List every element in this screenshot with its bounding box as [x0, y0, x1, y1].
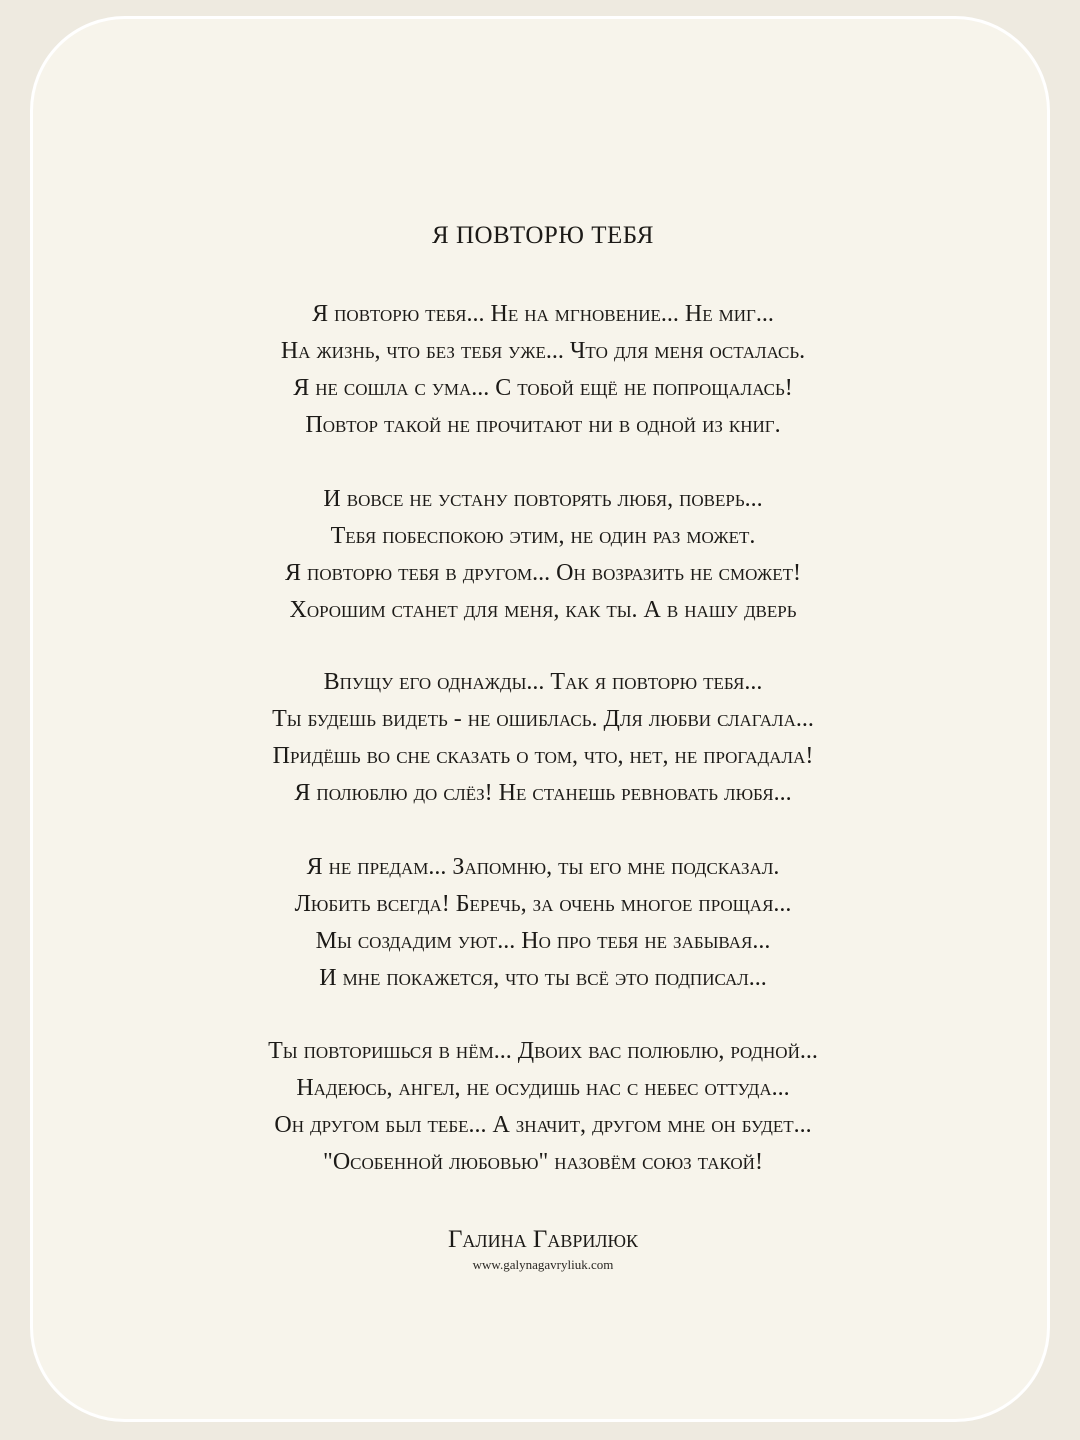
- author-website: www.galynagavryliuk.com: [472, 1257, 614, 1272]
- stanza-5: [33, 1033, 1053, 1181]
- author-name: Галина Гаврилюк: [447, 1226, 639, 1253]
- poem-line: Я повторю тебя... Не на мгновение... Не миг...: [312, 301, 774, 327]
- stanza-2: [33, 481, 1053, 629]
- poem-line: Мы создадим уют... Но про тебя не забывая...: [315, 928, 771, 954]
- poem-card: [30, 16, 1050, 1422]
- poem-line: Я повторю тебя в другом... Он возразить не сможет!: [285, 560, 801, 586]
- stanza-4: [33, 849, 1053, 997]
- poem-line: Я полюблю до слёз! Не станешь ревновать любя...: [294, 780, 792, 806]
- poem-title: Я ПОВТОРЮ ТЕБЯ: [432, 222, 654, 249]
- poem-line: Надеюсь, ангел, не осудишь нас с небес оттуда...: [296, 1075, 790, 1101]
- poem-line: Ты повторишься в нём... Двоих вас полюблю, родной...: [268, 1038, 818, 1064]
- poem-line: Ты будешь видеть - не ошиблась. Для любви слагала...: [272, 706, 814, 732]
- stanza-3: [33, 664, 1053, 812]
- poem-line: Придёшь во сне сказать о том, что, нет, не прогадала!: [272, 743, 814, 769]
- poem-line: Повтор такой не прочитают ни в одной из книг.: [305, 412, 781, 438]
- poem-line: Я не сошла с ума... С тобой ещё не попрощалась!: [293, 375, 793, 401]
- poem-line: И мне покажется, что ты всё это подписал...: [319, 965, 767, 991]
- poem-line: "Особенной любовью" назовём союз такой!: [323, 1149, 763, 1175]
- stanza-1: [33, 296, 1053, 444]
- poem-line: Я не предам... Запомню, ты его мне подсказал.: [306, 854, 780, 880]
- poem-line: Любить всегда! Беречь, за очень многое прощая...: [294, 891, 792, 917]
- poem-line: Тебя побеспокою этим, не один раз может.: [330, 523, 756, 549]
- poem-line: Он другом был тебе... А значит, другом мне он будет...: [274, 1112, 812, 1138]
- poem-line: И вовсе не устану повторять любя, поверь...: [323, 486, 763, 512]
- poem-line: На жизнь, что без тебя уже... Что для меня осталась.: [280, 338, 806, 364]
- poem-line: Впущу его однажды... Так я повторю тебя...: [323, 669, 763, 695]
- poem-line: Хорошим станет для меня, как ты. А в нашу дверь: [289, 597, 797, 623]
